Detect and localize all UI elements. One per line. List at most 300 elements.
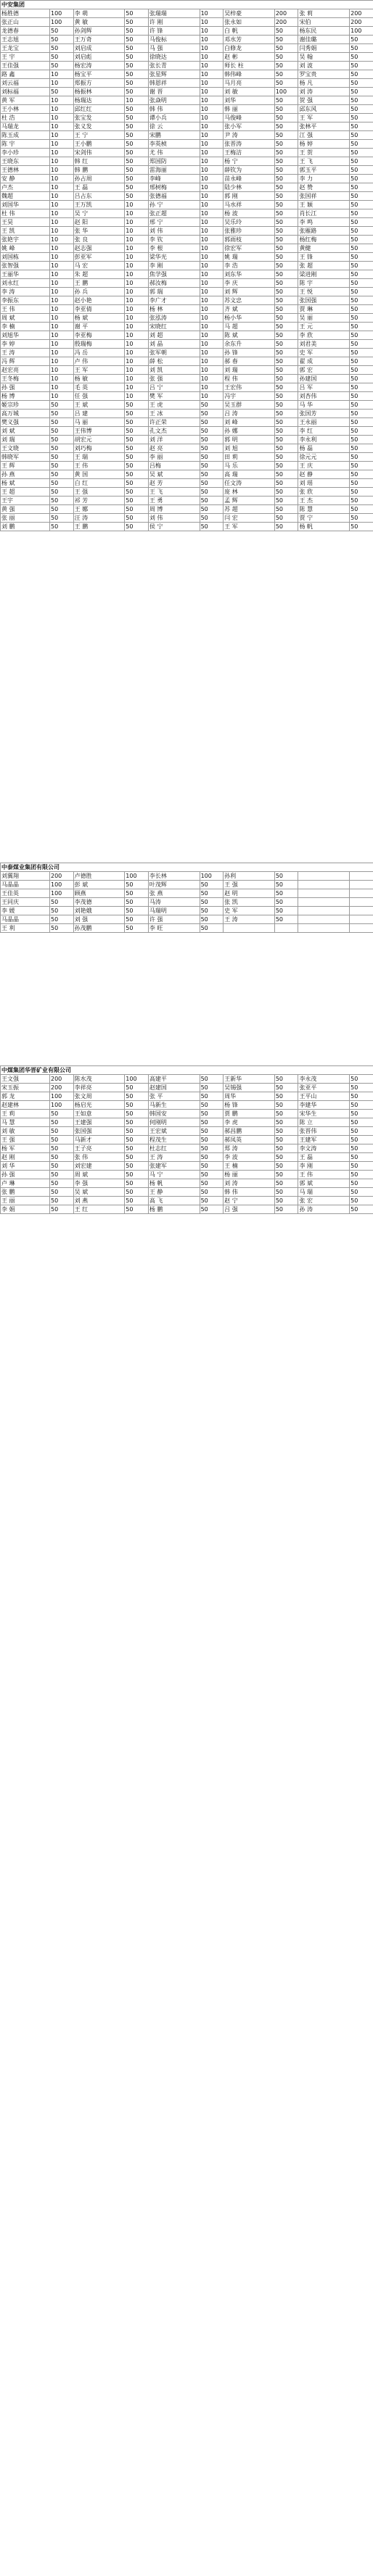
- name-cell: 许 刚: [148, 18, 200, 27]
- amount-cell: 50: [125, 427, 149, 436]
- amount-cell: 50: [274, 889, 298, 898]
- name-cell: 李亚梅: [73, 331, 125, 340]
- name-cell: [298, 907, 350, 915]
- name-cell: 顾燕: [73, 889, 125, 898]
- name-cell: 韩 伟: [148, 105, 200, 114]
- amount-cell: 50: [350, 392, 373, 401]
- name-cell: 邱红红: [73, 105, 125, 114]
- name-cell: 王万凯: [73, 201, 125, 209]
- amount-cell: 50: [274, 470, 298, 479]
- amount-cell: 50: [350, 1144, 373, 1153]
- amount-cell: 50: [274, 418, 298, 427]
- name-cell: 王 涛: [224, 915, 275, 924]
- amount-cell: 50: [274, 175, 298, 183]
- name-cell: 王 元: [298, 323, 350, 331]
- name-cell: 薛钦为: [224, 166, 275, 175]
- amount-cell: 50: [274, 323, 298, 331]
- amount-cell: 50: [350, 96, 373, 105]
- name-cell: 苗永峰: [224, 175, 275, 183]
- name-cell: 刘国栋: [1, 253, 50, 262]
- name-cell: 冯 岳: [73, 349, 125, 357]
- amount-cell: 50: [350, 444, 373, 453]
- amount-cell: 100: [274, 88, 298, 96]
- amount-cell: 10: [50, 323, 74, 331]
- amount-cell: 10: [50, 114, 74, 122]
- name-cell: 王新华: [224, 1075, 275, 1084]
- amount-cell: 10: [50, 340, 74, 349]
- amount-cell: 50: [274, 244, 298, 253]
- name-cell: [224, 924, 275, 933]
- table-row: [1, 88, 373, 96]
- amount-cell: 10: [125, 323, 149, 331]
- name-cell: 薛 松: [148, 357, 200, 366]
- name-cell: 吴 斌: [73, 1188, 125, 1197]
- amount-cell: 50: [274, 915, 298, 924]
- name-cell: 王 冰: [148, 410, 200, 418]
- name-cell: 杨 帆: [298, 523, 350, 531]
- amount-cell: 50: [274, 488, 298, 496]
- name-cell: 王 颖: [298, 201, 350, 209]
- name-cell: 杜志红: [148, 1144, 200, 1153]
- amount-cell: 10: [50, 236, 74, 244]
- table-row: [1, 201, 373, 209]
- amount-cell: 10: [125, 392, 149, 401]
- amount-cell: 10: [200, 270, 224, 279]
- name-cell: 刘云福: [1, 79, 50, 88]
- amount-cell: 50: [50, 523, 74, 531]
- amount-cell: 50: [274, 44, 298, 53]
- amount-cell: 50: [200, 1153, 224, 1162]
- name-cell: 王 伟: [1, 305, 50, 314]
- name-cell: 贾 宁: [298, 514, 350, 523]
- amount-cell: 50: [50, 1205, 74, 1214]
- name-cell: 郭 龙: [1, 1092, 50, 1101]
- amount-cell: 10: [200, 305, 224, 314]
- amount-cell: 50: [274, 1153, 298, 1162]
- amount-cell: 50: [350, 305, 373, 314]
- amount-cell: 50: [274, 79, 298, 88]
- amount-cell: 10: [200, 27, 224, 36]
- name-cell: 李 娟: [1, 1205, 50, 1214]
- name-cell: 吕占东: [73, 192, 125, 201]
- name-cell: 吴 翰: [298, 53, 350, 62]
- amount-cell: 50: [274, 907, 298, 915]
- name-cell: 王 涛: [1, 349, 50, 357]
- amount-cell: 50: [274, 453, 298, 462]
- name-cell: 孙 涛: [298, 1205, 350, 1214]
- name-cell: 王 瑞: [73, 453, 125, 462]
- name-cell: 刘 超: [148, 331, 200, 340]
- amount-cell: 50: [274, 1084, 298, 1092]
- name-cell: 李 钦: [148, 236, 200, 244]
- table-row: [1, 149, 373, 157]
- amount-cell: 100: [50, 9, 74, 18]
- name-cell: 马晶晶: [1, 881, 50, 889]
- name-cell: 马水祥: [224, 201, 275, 209]
- amount-cell: 50: [50, 427, 74, 436]
- amount-cell: 200: [274, 9, 298, 18]
- name-cell: 黄健: [298, 244, 350, 253]
- amount-cell: 50: [274, 105, 298, 114]
- amount-cell: 50: [125, 1188, 149, 1197]
- amount-cell: 10: [50, 375, 74, 383]
- amount-cell: 50: [125, 488, 149, 496]
- name-cell: 陈 斌: [224, 331, 275, 340]
- amount-cell: 50: [350, 166, 373, 175]
- amount-cell: 50: [200, 1205, 224, 1214]
- name-cell: 白 红: [73, 479, 125, 488]
- name-cell: 黄 敏: [73, 18, 125, 27]
- name-cell: 李文涛: [298, 1144, 350, 1153]
- name-cell: 王 鹏: [73, 279, 125, 288]
- name-cell: 郭雨枝: [224, 236, 275, 244]
- amount-cell: 50: [274, 236, 298, 244]
- amount-cell: 50: [200, 1162, 224, 1171]
- name-cell: 张艳宇: [1, 236, 50, 244]
- name-cell: 孙利: [224, 872, 275, 881]
- amount-cell: 50: [350, 88, 373, 96]
- name-cell: 姚 峰: [1, 244, 50, 253]
- amount-cell: 50: [200, 1075, 224, 1084]
- amount-cell: 50: [50, 27, 74, 36]
- name-cell: 李亚倩: [73, 305, 125, 314]
- amount-cell: 10: [200, 122, 224, 131]
- amount-cell: 10: [125, 279, 149, 288]
- amount-cell: 10: [200, 244, 224, 253]
- name-cell: 李 刚: [298, 1162, 350, 1171]
- table-row: [1, 1153, 373, 1162]
- amount-cell: 50: [125, 907, 149, 915]
- name-cell: 杜 伟: [1, 209, 50, 218]
- amount-cell: 50: [274, 70, 298, 79]
- amount-cell: 50: [350, 227, 373, 236]
- amount-cell: 50: [200, 444, 224, 453]
- amount-cell: 50: [350, 262, 373, 270]
- amount-cell: 50: [125, 462, 149, 470]
- table-row: [1, 1197, 373, 1205]
- amount-cell: 10: [50, 157, 74, 166]
- name-cell: 张 强: [148, 375, 200, 383]
- amount-cell: 50: [350, 1162, 373, 1171]
- table-row: [1, 114, 373, 122]
- amount-cell: 10: [50, 183, 74, 192]
- amount-cell: 50: [274, 1127, 298, 1136]
- name-cell: 李 浩: [224, 262, 275, 270]
- amount-cell: 50: [125, 401, 149, 410]
- name-cell: 路 鑫: [1, 70, 50, 79]
- name-cell: 赵 彬: [224, 53, 275, 62]
- amount-cell: 50: [350, 1136, 373, 1144]
- name-cell: 刘宏建: [73, 1162, 125, 1171]
- name-cell: 王文晓: [1, 444, 50, 453]
- amount-cell: 50: [274, 872, 298, 881]
- name-cell: 王如意: [73, 1110, 125, 1118]
- amount-cell: 10: [50, 392, 74, 401]
- name-cell: 贾 琳: [298, 305, 350, 314]
- name-cell: 王 杰: [298, 496, 350, 505]
- name-cell: [298, 898, 350, 907]
- amount-cell: 50: [350, 383, 373, 392]
- name-cell: 雷海丽: [148, 166, 200, 175]
- section-title: 中泰煤业集团有限公司: [1, 863, 373, 872]
- amount-cell: 10: [200, 227, 224, 236]
- name-cell: 赵 阳: [73, 218, 125, 227]
- name-cell: 史 军: [224, 907, 275, 915]
- amount-cell: [350, 907, 373, 915]
- amount-cell: 50: [200, 1188, 224, 1197]
- amount-cell: 10: [50, 288, 74, 296]
- name-cell: 朱 超: [73, 270, 125, 279]
- name-cell: 杨 锋: [224, 1101, 275, 1110]
- name-cell: 余东升: [224, 340, 275, 349]
- table-row: [1, 227, 373, 236]
- name-cell: [298, 881, 350, 889]
- name-cell: 李 旺: [148, 924, 200, 933]
- amount-cell: 10: [50, 131, 74, 140]
- name-cell: 杨 凡: [298, 79, 350, 88]
- amount-cell: 50: [350, 36, 373, 44]
- amount-cell: 10: [50, 357, 74, 366]
- name-cell: 王 楠: [224, 1162, 275, 1171]
- amount-cell: 10: [125, 340, 149, 349]
- name-cell: 王文强: [1, 1075, 50, 1084]
- name-cell: 江 强: [298, 131, 350, 140]
- amount-cell: 50: [200, 915, 224, 924]
- name-cell: 刘 敏: [1, 1127, 50, 1136]
- name-cell: 庞 林: [224, 488, 275, 496]
- name-cell: 刘 旭: [224, 444, 275, 453]
- name-cell: 师长 柱: [224, 62, 275, 70]
- name-cell: 王同庆: [1, 898, 50, 907]
- name-cell: 宋晓红: [148, 323, 200, 331]
- name-cell: 高万城: [1, 410, 50, 418]
- table-row: [1, 305, 373, 314]
- amount-cell: 50: [50, 898, 74, 907]
- name-cell: 杨 林: [148, 305, 200, 314]
- amount-cell: 50: [125, 183, 149, 192]
- amount-cell: 50: [350, 1092, 373, 1101]
- name-cell: 任 强: [73, 392, 125, 401]
- name-cell: 马新才: [73, 1136, 125, 1144]
- amount-cell: [350, 872, 373, 881]
- name-cell: 陈 宇: [298, 279, 350, 288]
- amount-cell: 10: [200, 140, 224, 149]
- amount-cell: 50: [200, 889, 224, 898]
- name-cell: 杨 磊: [298, 444, 350, 453]
- amount-cell: 50: [125, 36, 149, 44]
- name-cell: 谢 晋: [148, 88, 200, 96]
- name-cell: 王建军: [298, 1136, 350, 1144]
- table-row: [1, 881, 373, 889]
- amount-cell: 50: [350, 70, 373, 79]
- amount-cell: 10: [50, 227, 74, 236]
- table-row: [1, 1084, 373, 1092]
- name-cell: 王宏伟: [224, 383, 275, 392]
- name-cell: 黄 国: [73, 470, 125, 479]
- name-cell: 孙 娜: [224, 427, 275, 436]
- table-row: [1, 209, 373, 218]
- amount-cell: 50: [200, 1110, 224, 1118]
- amount-cell: 10: [200, 88, 224, 96]
- amount-cell: 50: [350, 157, 373, 166]
- amount-cell: 50: [274, 122, 298, 131]
- name-cell: 刘 伟: [148, 227, 200, 236]
- amount-cell: 50: [125, 1101, 149, 1110]
- amount-cell: 10: [50, 79, 74, 88]
- name-cell: 宋鹏: [148, 131, 200, 140]
- amount-cell: 50: [200, 881, 224, 889]
- amount-cell: 50: [125, 1205, 149, 1214]
- name-cell: 邱东风: [298, 105, 350, 114]
- amount-cell: 50: [350, 1171, 373, 1179]
- name-cell: 郭 斌: [298, 1179, 350, 1188]
- name-cell: 刘 强: [73, 915, 125, 924]
- amount-cell: 10: [50, 166, 74, 175]
- name-cell: 郝昌鹏: [224, 1127, 275, 1136]
- name-cell: 卢德胜: [73, 872, 125, 881]
- amount-cell: 50: [200, 514, 224, 523]
- name-cell: 马晶晶: [1, 915, 50, 924]
- name-cell: 王 涛: [148, 1153, 200, 1162]
- name-cell: 宋玉振: [1, 1084, 50, 1092]
- name-cell: 张 鹏: [1, 1188, 50, 1197]
- name-cell: 刘 波: [298, 62, 350, 70]
- name-cell: 陈 慧: [298, 505, 350, 514]
- table-row: [1, 523, 373, 531]
- table-row: [1, 488, 373, 496]
- name-cell: 周 斌: [73, 1171, 125, 1179]
- amount-cell: 10: [200, 36, 224, 44]
- table-row: [1, 218, 373, 227]
- name-cell: 王 军: [73, 366, 125, 375]
- name-cell: 贾 鹏: [224, 1110, 275, 1118]
- name-cell: 刘启成: [73, 44, 125, 53]
- table-row: [1, 183, 373, 192]
- name-cell: 王 强: [73, 488, 125, 496]
- amount-cell: 50: [125, 149, 149, 157]
- amount-cell: 50: [274, 505, 298, 514]
- amount-cell: [274, 924, 298, 933]
- amount-cell: 10: [200, 192, 224, 201]
- name-cell: 祁 芳: [73, 496, 125, 505]
- name-cell: 龙德春: [1, 27, 50, 36]
- amount-cell: 10: [200, 157, 224, 166]
- name-cell: 赵 赞: [298, 183, 350, 192]
- name-cell: 徐元元: [298, 453, 350, 462]
- amount-cell: 50: [350, 479, 373, 488]
- amount-cell: 10: [200, 366, 224, 375]
- amount-cell: 10: [200, 383, 224, 392]
- amount-cell: 50: [274, 331, 298, 340]
- name-cell: 韩 鹏: [73, 166, 125, 175]
- amount-cell: 50: [274, 62, 298, 70]
- name-cell: 卢 伟: [73, 357, 125, 366]
- name-cell: 张 欣: [298, 488, 350, 496]
- name-cell: 李 婷: [1, 340, 50, 349]
- amount-cell: 50: [200, 1118, 224, 1127]
- name-cell: 李 涛: [1, 288, 50, 296]
- name-cell: 彭亚军: [73, 253, 125, 262]
- amount-cell: 10: [50, 331, 74, 340]
- name-cell: 樊义强: [1, 418, 50, 427]
- name-cell: 张 良: [73, 236, 125, 244]
- section-s2: [0, 863, 373, 933]
- name-cell: 杨东民: [298, 27, 350, 36]
- amount-cell: 50: [50, 418, 74, 427]
- amount-cell: 50: [125, 470, 149, 479]
- amount-cell: 50: [274, 1118, 298, 1127]
- amount-cell: 50: [125, 915, 149, 924]
- name-cell: 谭小兵: [148, 114, 200, 122]
- name-cell: 孙剑辉: [73, 27, 125, 36]
- name-cell: 王 鹏: [73, 523, 125, 531]
- table-row: [1, 70, 373, 79]
- amount-cell: 10: [50, 383, 74, 392]
- table-row: [1, 401, 373, 410]
- name-cell: 陈 立: [298, 1118, 350, 1127]
- name-cell: 王 辉: [1, 462, 50, 470]
- name-cell: 张晋涛: [224, 140, 275, 149]
- amount-cell: 50: [274, 410, 298, 418]
- name-cell: 王 磊: [298, 1153, 350, 1162]
- name-cell: 张 超: [298, 262, 350, 270]
- amount-cell: 50: [274, 366, 298, 375]
- table-row: [1, 444, 373, 453]
- amount-cell: 50: [274, 1171, 298, 1179]
- amount-cell: 10: [50, 366, 74, 375]
- name-cell: 张 华: [73, 227, 125, 236]
- amount-cell: 50: [200, 523, 224, 531]
- amount-cell: 10: [50, 218, 74, 227]
- amount-cell: 50: [50, 1110, 74, 1118]
- amount-cell: 50: [200, 1136, 224, 1144]
- amount-cell: 50: [125, 18, 149, 27]
- name-cell: 韩 丽: [224, 105, 275, 114]
- name-cell: 王万奇: [73, 36, 125, 44]
- amount-cell: 10: [125, 349, 149, 357]
- amount-cell: 10: [200, 349, 224, 357]
- amount-cell: 50: [125, 1171, 149, 1179]
- name-cell: 张晋伟: [298, 1127, 350, 1136]
- name-cell: 郭 刚: [224, 192, 275, 201]
- amount-cell: 50: [125, 122, 149, 131]
- amount-cell: 50: [50, 924, 74, 933]
- amount-cell: 50: [350, 1101, 373, 1110]
- table-row: [1, 898, 373, 907]
- amount-cell: 50: [50, 479, 74, 488]
- amount-cell: 50: [274, 253, 298, 262]
- amount-cell: 10: [200, 175, 224, 183]
- amount-cell: 50: [125, 924, 149, 933]
- table-row: [1, 907, 373, 915]
- name-cell: 叶茂辉: [148, 881, 200, 889]
- name-cell: 吕 强: [224, 1205, 275, 1214]
- amount-cell: 50: [350, 496, 373, 505]
- amount-cell: 50: [350, 505, 373, 514]
- name-cell: 王 丽: [1, 1197, 50, 1205]
- table-row: [1, 192, 373, 201]
- amount-cell: 50: [350, 436, 373, 444]
- amount-cell: 10: [50, 279, 74, 288]
- amount-cell: 50: [274, 340, 298, 349]
- name-cell: 吕梅: [148, 462, 200, 470]
- table-row: [1, 436, 373, 444]
- amount-cell: 50: [125, 436, 149, 444]
- name-cell: 王 凯: [1, 227, 50, 236]
- name-cell: 李祥亮: [73, 1084, 125, 1092]
- name-cell: 徐晓达: [148, 53, 200, 62]
- amount-cell: 50: [125, 889, 149, 898]
